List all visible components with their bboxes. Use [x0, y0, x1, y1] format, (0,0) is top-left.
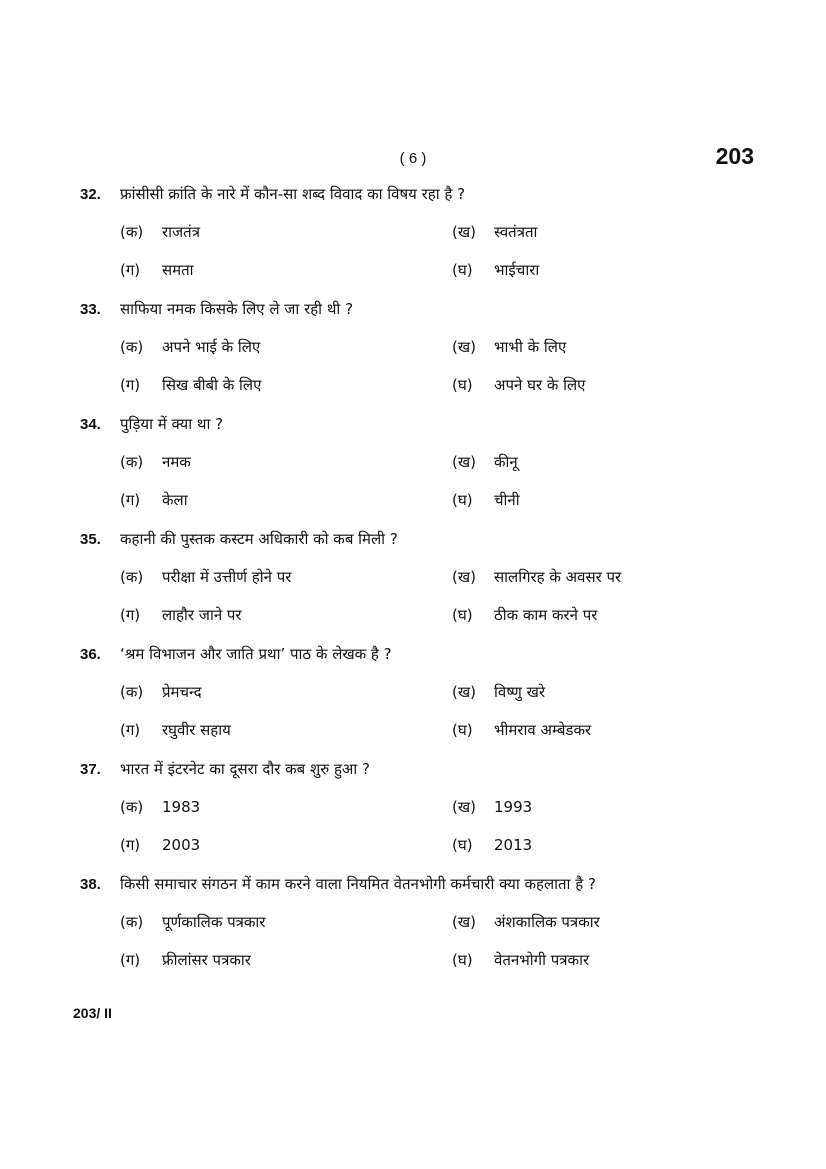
option	[452, 832, 532, 858]
option	[120, 909, 265, 935]
question-33	[0, 296, 826, 411]
option-label: (घ)	[452, 836, 473, 854]
question-34	[0, 411, 826, 526]
option-label: (घ)	[452, 376, 473, 394]
question-35	[0, 526, 826, 641]
option	[452, 564, 621, 590]
question-line	[80, 181, 465, 207]
option-text: परीक्षा में उत्तीर्ण होने पर	[162, 568, 292, 586]
option	[452, 602, 597, 628]
option	[120, 679, 202, 705]
option-text: लाहौर जाने पर	[162, 606, 242, 624]
option-label: (घ)	[452, 491, 473, 509]
question-text: ‘श्रम विभाजन और जाति प्रथा’ पाठ के लेखक है ?	[120, 645, 392, 663]
question-text: कहानी की पुस्तक कस्टम अधिकारी को कब मिली ?	[120, 530, 398, 548]
option-label: (ख)	[452, 338, 476, 356]
option-label: (ग)	[120, 491, 141, 509]
option-text: अपने भाई के लिए	[162, 338, 261, 356]
question-text: किसी समाचार संगठन में काम करने वाला नियमित वेतनभोगी कर्मचारी क्या कहलाता है ?	[120, 875, 596, 893]
option	[120, 947, 251, 973]
option	[452, 909, 600, 935]
option-text: 2013	[494, 836, 533, 854]
option	[120, 717, 231, 743]
option-label: (ग)	[120, 836, 141, 854]
option-label: (घ)	[452, 721, 473, 739]
question-line	[80, 526, 398, 552]
option-text: चीनी	[494, 491, 520, 509]
option	[452, 219, 537, 245]
option-text: ठीक काम करने पर	[494, 606, 598, 624]
option	[452, 257, 539, 283]
option	[120, 449, 191, 475]
question-number: 37.	[80, 760, 101, 778]
question-line	[80, 871, 596, 897]
option-label: (ख)	[452, 683, 476, 701]
question-text: साफिया नमक किसके लिए ले जा रही थी ?	[120, 300, 354, 318]
option	[120, 372, 261, 398]
option-label: (घ)	[452, 606, 473, 624]
option-label: (क)	[120, 223, 144, 241]
footer-code: 203/ II	[73, 1005, 112, 1021]
option	[452, 449, 518, 475]
option-text: फ्रीलांसर पत्रकार	[162, 951, 251, 969]
option-text: सिख बीबी के लिए	[162, 376, 262, 394]
option-label: (ख)	[452, 568, 476, 586]
option-label: (ग)	[120, 606, 141, 624]
question-text: फ्रांसीसी क्रांति के नारे में कौन-सा शब्द विवाद का विषय रहा है ?	[120, 185, 466, 203]
option	[452, 794, 532, 820]
question-number: 34.	[80, 415, 101, 433]
option-text: 1983	[162, 798, 201, 816]
option-text: समता	[162, 261, 194, 279]
option-label: (क)	[120, 913, 144, 931]
question-line	[80, 641, 392, 667]
option-label: (ग)	[120, 721, 141, 739]
question-text: भारत में इंटरनेट का दूसरा दौर कब शुरु हुआ ?	[120, 760, 370, 778]
option-text: कीनू	[494, 453, 518, 471]
option-text: राजतंत्र	[162, 223, 200, 241]
option	[120, 487, 188, 513]
option	[120, 257, 194, 283]
question-line	[80, 411, 223, 437]
question-list	[0, 181, 826, 986]
option-label: (ख)	[452, 223, 476, 241]
option-label: (ग)	[120, 261, 141, 279]
option	[452, 947, 589, 973]
option-text: वेतनभोगी पत्रकार	[494, 951, 590, 969]
option	[120, 219, 200, 245]
paper-code: 203	[715, 143, 754, 169]
option	[452, 487, 520, 513]
question-38	[0, 871, 826, 986]
question-line	[80, 296, 353, 322]
question-number: 36.	[80, 645, 101, 663]
option	[452, 717, 591, 743]
option-text: पूर्णकालिक पत्रकार	[162, 913, 266, 931]
option-text: 1993	[494, 798, 533, 816]
option	[452, 679, 545, 705]
option-text: विष्णु खरे	[494, 683, 546, 701]
question-line	[80, 756, 370, 782]
option	[452, 372, 585, 398]
option-text: प्रेमचन्द	[162, 683, 202, 701]
option	[120, 794, 200, 820]
option-label: (घ)	[452, 261, 473, 279]
page-number: ( 6 )	[399, 150, 427, 167]
question-number: 33.	[80, 300, 101, 318]
option-label: (घ)	[452, 951, 473, 969]
question-text: पुड़िया में क्या था ?	[120, 415, 224, 433]
option-label: (क)	[120, 798, 144, 816]
question-number: 32.	[80, 185, 101, 203]
option-text: भाभी के लिए	[494, 338, 567, 356]
option-text: रघुवीर सहाय	[162, 721, 231, 739]
question-32	[0, 181, 826, 296]
option-text: अपने घर के लिए	[494, 376, 586, 394]
option-text: भाईचारा	[494, 261, 540, 279]
option-text: केला	[162, 491, 188, 509]
option-label: (क)	[120, 453, 144, 471]
question-number: 38.	[80, 875, 101, 893]
option	[120, 334, 260, 360]
option-text: स्वतंत्रता	[494, 223, 538, 241]
option-text: 2003	[162, 836, 201, 854]
option-label: (ग)	[120, 951, 141, 969]
option	[120, 564, 291, 590]
question-36	[0, 641, 826, 756]
option-label: (ग)	[120, 376, 141, 394]
option-label: (ख)	[452, 913, 476, 931]
question-37	[0, 756, 826, 871]
option-text: नमक	[162, 453, 191, 471]
option-text: भीमराव अम्बेडकर	[494, 721, 592, 739]
option-label: (क)	[120, 683, 144, 701]
option	[120, 602, 242, 628]
question-number: 35.	[80, 530, 101, 548]
option-label: (क)	[120, 568, 144, 586]
option-label: (ख)	[452, 798, 476, 816]
option-text: सालगिरह के अवसर पर	[494, 568, 622, 586]
option-text: अंशकालिक पत्रकार	[494, 913, 600, 931]
option-label: (ख)	[452, 453, 476, 471]
option	[120, 832, 200, 858]
option	[452, 334, 566, 360]
option-label: (क)	[120, 338, 144, 356]
